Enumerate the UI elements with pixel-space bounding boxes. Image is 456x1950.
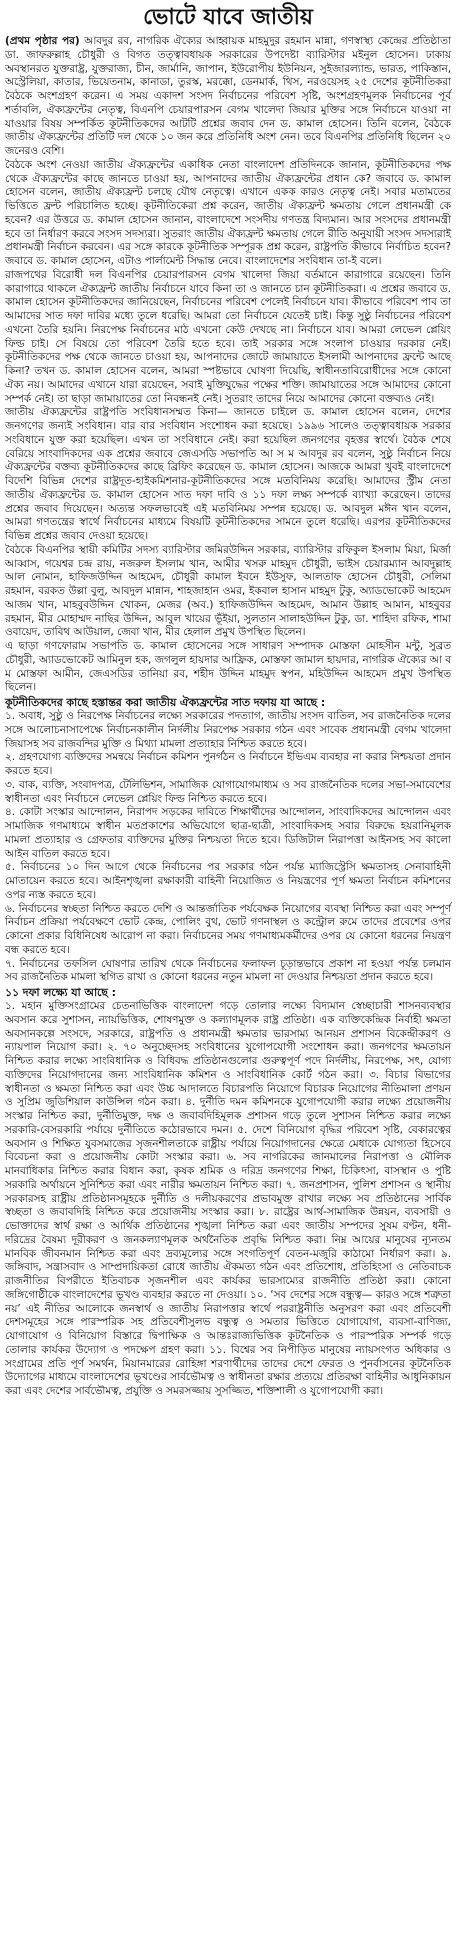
intro-paragraph-1-text: আবদুর রব, নাগরিক ঐক্যের আহ্বায়ক মাহমুদুর রহমান মান্না, গণস্বাস্থ্য কেন্দ্রের প্রতিষ্ঠাতা ডা. জাফরুল্লাহ চৌধুরী ও বিগত তত্ত্বাবধায়ক সরকারের উপদেষ্টা ব্যারিস্টার মইনুল হোসেন। ঢাকায় অবস্থানরত যুক্তরাষ্ট্র, যুক্তরাজ্য, চীন, জার্মানি, জাপান, ইউরোপীয় ইউনিয়ন, সুইজারল্যান্ড, ভারত, পাকিস্তান, অস্ট্রেলিয়া, কাতার, ভিয়েতনাম, কানাডা, তুরস্ক, মরক্কো, ডেনমার্ক, থিস, নরওয়েসহ ২৫ দেশের কূটনীতিকরা বৈঠকে অংশগ্রহণ করেন। এ সময় একাদশ সংসদ নির্বাচনের পরিবেশ সৃষ্টি, অংশগ্রহণমূলক নির্বাচনের পূর্ব শর্তাবলি, ঐক্যফ্রন্টের নেতৃত্ব, বিএনপি চেয়ারপারসন বেগম খালেদা জিয়ার মুক্তির সঙ্গে নির্বাচনে যাওয়া না যাওয়ার বিষয় সম্পর্কিত কূটনীতিকদের আটটি প্রশ্নের জবাব দেন ড. কামাল হোসেন। তিনি বলেন, বৈঠকে জাতীয় ঐক্যফ্রন্টের প্রতিটি দল থেকে ১০ জন করে প্রতিনিধি অংশ নেন। তবে বিএনপির প্রতিনিধি ছিলেন ২০ জনেরও বেশি।	[5, 35, 451, 157]
seven-point-item-7: ৭. নির্বাচনের তফসিল ঘোষণার তারিখ থেকে নির্বাচনের ফলাফল চূড়ান্তভাবে প্রকাশ না হওয়া পর্যন্ত চলমান সব রাজনৈতিক মামলা স্থগিত রাখা ও কোনো ধরনের নতুন মামলা না দেওয়ার নিশ্চয়তা প্রদান করতে হবে।	[5, 957, 451, 984]
seven-point-heading: কূটনীতিকদের কাছে হস্তান্তর করা জাতীয় ঐক্যফ্রন্টের সাত দফায় যা আছে :	[5, 696, 326, 709]
seven-point-item-1: ১. অবাধ, সুষ্ঠু ও নিরপেক্ষ নির্বাচনের লক্ষ্যে সরকারের পদত্যাগ, জাতীয় সংসদ বাতিল, সব রাজনৈতিক দলের সঙ্গে আলোচনাসাপেক্ষে নির্বাচনকালীন নির্দলীয় নিরপেক্ষ সরকার গঠন এবং সাবেক প্রধানমন্ত্রী বেগম খালেদা জিয়াসহ সব রাজবন্দির মুক্তি ও মিথ্যা মামলা প্রত্যাহার নিশ্চিত করতে হবে।	[5, 710, 451, 750]
intro-paragraph-1	[5, 35, 451, 159]
seven-point-item-6: ৬. নির্বাচনের স্বচ্ছতা নিশ্চিত করতে দেশি ও আন্তর্জাতিক পর্যবেক্ষক নিয়োগের ব্যবস্থা নিশ্চিত করা এবং সম্পূর্ণ নির্বাচন প্রক্রিয়া পর্যবেক্ষণে ভোট কেন্দ্র, পোলিং বুথ, ভোট গণনাস্থল ও কন্ট্রোল রুমে তাদের প্রবেশের ওপর কোনো প্রকার বিধিনিষেধ আরোপ না করা। নির্বাচনের সময় গণমাধ্যমকর্মীদের ওপর যে কোনো ধরনের নিয়ন্ত্রণ বন্ধ করতে হবে।	[5, 902, 451, 956]
intro-paragraph-5: বৈঠকে বিএনপির স্থায়ী কমিটির সদস্য ব্যারিস্টার জমিরউদ্দিন সরকার, ব্যারিস্টার রফিকুল ইসলাম মিয়া, মির্জা আব্বাস, গয়েশ্বর চন্দ্র রায়, নজরুল ইসলাম খান, আমীর খসরু মাহমুদ চৌধুরী, ভাইস চেয়ারম্যান আবদুল্লাহ আল নোমান, হাফিজউদ্দিন আহমেদ, চৌধুরী কামাল ইবনে ইউসুফ, আলতাফ হোসেন চৌধুরী, সেলিমা রহমান, বরকত উল্লা বুলু, আবদুল মান্নান, শাহজাহান ওমর, ইকবাল হাসান মাহমুদ টুকু, অ্যাডভোকেট আহমেদ আজম খান, মাহবুবউদ্দিন খোকন, মেজর (অব.) হাফিজউদ্দিন আহমেদ, আমান উল্লাহ আমান, মাহবুবর রহমান, মীর মোহাম্মদ নাছির উদ্দিন, আবুল খায়ের ভূঁইয়া, সুলতান সালাহউদ্দিন টুকু, ডা. শাহিদা রফিক, শামা ওবায়েদ, তাবিথ আউয়াল, জেবা খান, মীর হেলাল প্রমুখ উপস্থিত ছিলেন।	[5, 543, 451, 639]
intro-paragraph-3: রাজপথের বিরোধী দল বিএনপির চেয়ারপারসন বেগম খালেদা জিয়া বর্তমানে কারাগারে রয়েছেন। তিনি কারাগারে থাকলে ঐক্যফ্রন্ট জাতীয় নির্বাচনে যাবে কিনা তা ও জানতে চান কূটনীতিকরা। এ প্রশ্নের জবাবে ড. কামাল হোসেন কূটনীতিকদের জানিয়েছেন, নির্বাচনের পরিবেশ পেলেই নির্বাচনে যাব। কীভাবে পরিবেশ পাব তা আমাদের সাত দফা দাবির মধ্যে তুলে ধরেছি। আমরা তো নির্বাচনে যেতেই চাই। কিন্তু সুষ্ঠু নির্বাচনের পরিবেশ এখনো তৈরি হয়নি। নিরপেক্ষ নির্বাচনের মাঠ এখনো কেউ দেখছে না। নির্বাচনে যাব। আমরা লেভেল প্লেয়িং ফিল্ড চাই। সে বিষয়ে তো পরিবেশ তৈরি হতে হবে। তাই সরকার সঙ্গে সংলাপ চাওয়ার দরকার নেই। কূটনীতিকদের পক্ষ থেকে জানতে চাওয়া হয়, আপনাদের জোটে জামায়াতে ইসলামী আপনাদের ফ্রন্টে আছে কিনা? তখন ড. কামাল হোসেন বলেন, আমরা স্পষ্টভাবে ঘোষণা দিয়েছি, স্বাধীনতাবিরোধীদের সঙ্গে কোনো ঐক্য নয়। আমাদের এখানে যারা রয়েছেন, সবাই মুক্তিযুদ্ধের পক্ষের শক্তি। জামায়াতের সঙ্গে আমাদের কোনো সম্পর্ক নেই। তা ছাড়া জামায়াতের তো নিবন্ধনই নেই। সুতরাং তাদের নিয়ে আমাদের কোনো বক্তব্যও নেই।	[5, 268, 451, 405]
article-headline: ভোটে যাবে জাতীয়	[143, 5, 313, 30]
intro-paragraph-4: জাতীয় ঐক্যফ্রন্টের রাষ্ট্রপতি সংবিধানসম্মত কিনা— জানতে চাইলে ড. কামাল হোসেন বলেন, দেশের জনগণের জন্যই সংবিধান। বার বার সংবিধান সংশোধন করা হয়েছে। ১৯৯৬ সালেও তত্ত্বাবধায়ক সরকার সংবিধানে যুক্ত করা হয়েছিল। এখন তা সংবিধানে নেই। করা হয়েছিল জনগণের বৃহত্তর স্বার্থে। বৈঠক শেষে বেরিয়ে সাংবাদিকদের এক প্রশ্নের জবাবে জেএসডি সভাপতি আ স ম আবদুর রব বলেন, সুষ্ঠু নির্বাচন নিয়ে ঐক্যফ্রন্টের বক্তব্য কূটনীতিকদের কাছে ব্রিফিং করেছেন ড. কামাল হোসেন। আজকে আমরা খুবই বাংলাদেশে বিদেশি বিভিন্ন দেশের রাষ্ট্রদূত-হাইকমিশনার-কূটনীতিকদের সঙ্গে মতবিনিময় করেছি। আমাদের স্ট্রীম নেতা জাতীয় ঐক্যফ্রন্টের ড. কামাল হোসেন সাত দফা দাবি ও ১১ দফা লক্ষ্য সম্পর্কে ব্যাখ্যা করেছেন। তাদের প্রশ্নের জবাব দিয়েছেন। অত্যন্ত সফলভাবেই এই মতবিনিময় সম্পন্ন হয়েছে। ড. আবদুল মঈন খান বলেন, আমরা গণতন্ত্রের স্বার্থে নির্বাচনের মাধ্যমে বিষয়টি কূটনীতিকদের সামনে তুলে ধরেছি। এরপর কূটনীতিকদের বিভিন্ন প্রশ্নের জবাব দেওয়া হয়েছে।	[5, 406, 451, 542]
intro-paragraph-6: এ ছাড়া গণফোরাম সভাপতি ড. কামাল হোসেনের সঙ্গে সাধারণ সম্পাদক মোস্তফা মোহসীন মন্টু, সুব্রত চৌধুরী, অ্যাডভোকেট আমিনুল হক, জগলুল হায়দার আফ্রিক, মোস্তফা জামাল হায়দার, নাগরিক ঐক্যের আ ব ম মোস্তফা আমীন, জেএসডির তানিয়া রব, শহীদ উদ্দিন মাহমুদ স্বপন, মহিউদ্দিন আহমেদ প্রমুখ উপস্থিত ছিলেন।	[5, 640, 451, 694]
article-intro	[5, 35, 451, 695]
eleven-point-body: ১. মহান মুক্তিসংগ্রামের চেতনাভিত্তিক বাংলাদেশ গড়ে তোলার লক্ষ্যে বিদ্যমান স্বেচ্ছাচারী শাসনব্যবস্থার অবসান করে সুশাসন, ন্যায়ভিত্তিক, শোষণমুক্ত ও কল্যাণমূলক রাষ্ট্র প্রতিষ্ঠা। এক ব্যক্তিকেন্দ্রিক নির্বাহী ক্ষমতা অবসানকল্পে সংসদে, সরকারে, রাষ্ট্রপতি ও প্রধানমন্ত্রী ক্ষমতার ভারসাম্য আনয়ন প্রশাসন বিকেন্দ্রীকরণ ও ন্যায়পাল নিয়োগ করা। ২. ৭০ অনুচ্ছেদসহ সংবিধানের যুগোপযোগী সংশোধন করা। জনগণের ক্ষমতায়ন নিশ্চিত করার লক্ষ্যে সাংবিধানিক ও বিধিবদ্ধ প্রতিষ্ঠানগুলোর গুরুত্বপূর্ণ পদে নির্দলীয়, নিরপেক্ষ, সৎ, যোগ্য ব্যক্তিদের নিয়োগদানের জন্য সাংবিধানিক কমিশন ও সাংবিধানিক কোর্ট গঠন করা। ৩. বিচার বিভাগের স্বাধীনতা ও ক্ষমতা নিশ্চিত করা এবং উচ্চ আদালতে বিচারপতি নিয়োগে বিচারক নিয়োগের নীতিমালা প্রণয়ন ও সুপ্রিম জুডিশিয়াল কাউন্সিল গঠন করা। ৪. দুর্নীতি দমন কমিশনকে যুগোপযোগী করার লক্ষ্যে প্রয়োজনীয় সংস্কার নিশ্চিত করা, দুর্নীতিমুক্ত, দক্ষ ও জবাবদিহিমূলক প্রশাসন গড়ে তুলে সুশাসন নিশ্চিত করার লক্ষ্যে সরকারি-বেসরকারি পর্যায়ে দুর্নীতিতে কঠোরভাবে দমন। ৫. দেশে বিনিয়োগ বৃদ্ধির পরিবেশ সৃষ্টি, বেকারত্বের অবসান ও শিক্ষিত যুবসমাজের সৃজনশীলতাকে রাষ্ট্রীয় পর্যায়ে নিয়োগদানের ক্ষেত্রে মেধাকে যোগ্যতা হিসেবে বিবেচনা করা ও প্রয়োজনীয় কোটা সংস্কার করা। ৬. সব নাগরিকের জানমালের নিরাপত্তা ও মৌলিক মানবাধিকার নিশ্চিত করার বিধান করা, কৃষক শ্রমিক ও দরিদ্র জনগণের শিক্ষা, চিকিৎসা, বাসস্থান ও পুষ্টি সরকারি অর্থায়নে সুনিশ্চিত করা এবং নারীর ক্ষমতায়ন নিশ্চিত করা। ৭. জনপ্রশাসন, পুলিশ প্রশাসন ও স্থানীয় সরকারসহ রাষ্ট্রীয় প্রতিষ্ঠানসমূহকে দুর্নীতি ও দলীয়করণের প্রভাবমুক্ত রাখার লক্ষ্যে সব প্রতিষ্ঠানের সার্বিক স্বচ্ছতা ও জবাবদিহি নিশ্চিত করে প্রয়োজনীয় সংস্কার করা। ৮. রাষ্ট্রের আর্থ-সামাজিক উন্নয়ন, ব্যবসায়ী ও ভোক্তাদের স্বার্থ রক্ষা ও আর্থিক প্রতিষ্ঠানের শৃঙ্খলা নিশ্চিত করা এবং জাতীয় সম্পদের সুষম বণ্টন, ধনী-দরিদ্রের বৈষম্য দূরীকরণ ও জনকল্যাণমূলক অর্থনৈতিক প্রবৃদ্ধি নিশ্চিত করা। নিম্ন আয়ের মানুষের ন্যূনতম মানবিক জীবনমান নিশ্চিত করা এবং দ্রব্যমূল্যের সঙ্গে সংগতিপূর্ণ বেতন-মজুরি কাঠামো নির্ধারণ করা। ৯. জঙ্গিবাদ, সন্ত্রাসবাদ ও সাম্প্রদায়িকতা রোধে জাতীয় ঐকমত্য গঠন এবং প্রতিশোধ, প্রতিহিংসা ও নেতিবাচক রাজনীতির বিপরীতে ইতিবাচক সৃজনশীল এবং কার্যকর ভারসাম্যের রাজনীতি প্রতিষ্ঠা করা। কোনো জঙ্গিগোষ্ঠীকে বাংলাদেশের ভূখণ্ড ব্যবহার করতে না দেওয়া। ১০. ‘সব দেশের সঙ্গে বন্ধুত্ব— কারও সঙ্গে শত্রুতা নয়’ এই নীতির আলোকে জনস্বার্থ ও জাতীয় নিরাপত্তার স্বার্থে পররাষ্ট্রনীতি অনুসরণ করা এবং প্রতিবেশী দেশসমূহের সঙ্গে পারস্পরিক সহ প্রতিবেশীসুলভ বন্ধুত্ব ও সমতার ভিত্তিতে যোগাযোগ, ব্যবসা-বাণিজ্য, যোগাযোগ ও বিনিয়োগ বিস্তারে দ্বিপাক্ষিক ও আন্তঃরাজ্যভিত্তিক কূটনৈতিক ও পারস্পরিক সম্পর্ক গড়ে তোলার কার্যকর উদ্যোগ ও পদক্ষেপ গ্রহণ করা। ১১. বিশ্বের সব নিপীড়িত মানুষের ন্যায়সংগত অধিকার ও সংগ্রামের প্রতি পূর্ণ সমর্থন, মিয়ানমারের রোহিঙ্গা শরণার্থীদের তাদের দেশে ফেরত ও পুনর্বাসনের কূটনৈতিক উদ্যোগের মাধ্যমে বাংলাদেশের ভূখণ্ডের সার্বভৌমত্ব ও স্বাধীনতা রক্ষার প্রত্যয়ে প্রতিরক্ষা বাহিনীর আধুনিকায়ন করা এবং দেশের সার্বভৌমত্ব, প্রযুক্তি ও সমরসজ্জায় সুসজ্জিত, শক্তিশালী ও যুগোপযোগী করা।	[5, 1000, 451, 1397]
seven-point-item-2: ২. গ্রহণযোগ্য ব্যক্তিদের সমন্বয়ে নির্বাচন কমিশন পুনর্গঠন ও নির্বাচনে ইভিএম ব্যবহার না করার নিশ্চয়তা প্রদান করতে হবে।	[5, 751, 451, 777]
continued-from-label: (প্রথম পৃষ্ঠার পর)	[5, 35, 80, 47]
seven-point-list	[5, 710, 451, 985]
eleven-point-heading: ১১ দফা লক্ষ্যে যা আছে :	[5, 986, 116, 999]
seven-point-item-3: ৩. বাক, ব্যক্তি, সংবাদপত্র, টেলিভিশন, সামাজিক যোগাযোগমাধ্যম ও সব রাজনৈতিক দলের সভা-সমাবেশের স্বাধীনতা এবং নির্বাচনে লেভেল প্লেয়িং ফিল্ড নিশ্চিত করতে হবে।	[5, 778, 451, 805]
intro-paragraph-2: বৈঠকে অংশ নেওয়া জাতীয় ঐক্যফ্রন্টের একাধিক নেতা বাংলাদেশ প্রতিদিনকে জানান, কূটনীতিকদের পক্ষ থেকে ঐক্যফ্রন্টের কাছে জানতে চাওয়া হয়, আপনাদের জাতীয় ঐক্যফ্রন্টের প্রধান কে? জবাবে ড. কামাল হোসেন বলেন, জাতীয় ঐক্যফ্রন্ট চলছে যৌথ নেতৃত্বে। এখানে একক কারও নেতৃত্ব নেই। সবার মতামতের ভিত্তিতে ফ্রন্ট পরিচালিত হচ্ছে। কূটনীতিকেরা প্রশ্ন করেন, জাতীয় ঐক্যফ্রন্ট ক্ষমতায় গেলে প্রধানমন্ত্রী কে হবেন? এর উত্তরে ড. কামাল হোসেন জানান, বাংলাদেশে সংসদীয় গণতন্ত্র বিদ্যমান। আর সংসদের প্রধানমন্ত্রী হবে তা নির্ধারণ করবে সংসদ সদস্যরা। সুতরাং জাতীয় ঐক্যফ্রন্ট ক্ষমতায় গেলে রীতি অনুযায়ী সংসদ সদস্যরাই প্রধানমন্ত্রী নির্বাচন করবেন। এর সঙ্গে কারকে কূটনীতিক সম্পূরক প্রশ্ন করেন, রাষ্ট্রপতি কীভাবে নির্বাচিত হবেন? জবাবে ড. কামাল হোসেন, এটাও পার্লামেন্ট সিদ্ধান্ত নেবে। বাংলাদেশের সংবিধান তা-ই বলে।	[5, 158, 451, 267]
seven-point-item-5: ৫. নির্বাচনের ১০ দিন আগে থেকে নির্বাচনের পর সরকার গঠন পর্যন্ত ম্যাজিস্ট্রেসি ক্ষমতাসহ সেনাবাহিনী মোতায়েন করতে হবে। আইনশৃঙ্খলা রক্ষাকারী বাহিনী নিয়োজিত ও নিয়ন্ত্রণের পূর্ণ ক্ষমতা নির্বাচন কমিশনের ওপর ন্যস্ত করতে হবে।	[5, 861, 451, 901]
seven-point-item-4: ৪. কোটা সংস্কার আন্দোলন, নিরাপদ সড়কের দাবিতে শিক্ষার্থীদের আন্দোলন, সাংবাদিকদের আন্দোলন এবং সামাজিক গণমাধ্যমে স্বাধীন মতপ্রকাশের অভিযোগে ছাত্র-ছাত্রী, সাংবাদিকসহ সবার বিরুদ্ধে হয়রানিমূলক মামলা প্রত্যাহার ও গ্রেফতার ব্যক্তিদের মুক্তির নিশ্চয়তা দিতে হবে। ডিজিটাল নিরাপত্তা আইনসহ সব কালো আইন বাতিল করতে হবে।	[5, 806, 451, 860]
